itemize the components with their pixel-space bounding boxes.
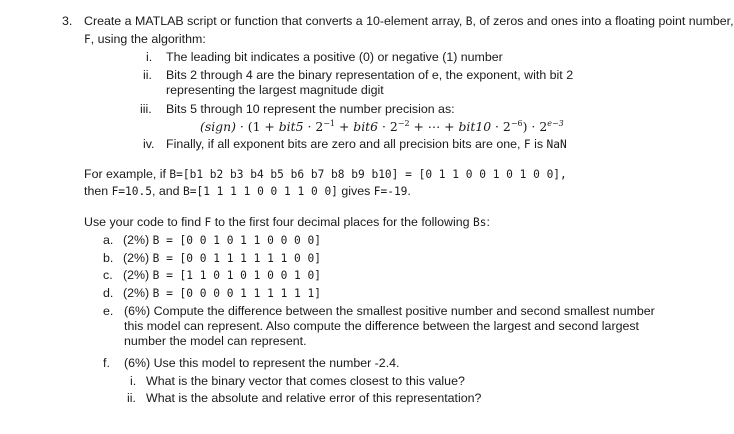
formula-sign: (sign) <box>200 119 236 134</box>
formula-dot5: · <box>531 119 536 134</box>
formula-bit6: bit6 <box>353 119 379 134</box>
formula-expe: e−3 <box>547 119 564 128</box>
item-f-text: (6%) Use this model to represent the number -2.4. <box>124 356 400 370</box>
algo-label-ii: ii. <box>143 68 152 82</box>
task-code-bs: Bs <box>473 216 487 229</box>
formula-exp1: −1 <box>323 119 336 128</box>
algo-label-iv: iv. <box>143 137 155 151</box>
algo-iv-code-nan: NaN <box>546 138 567 151</box>
list-item <box>103 286 321 301</box>
item-pts: (2%) <box>123 268 153 282</box>
algo-text-iv <box>166 137 567 152</box>
item-pts: (2%) <box>123 286 153 300</box>
intro-text-3: , using the algorithm: <box>90 32 206 46</box>
intro-line-2 <box>84 32 206 47</box>
item-f-sub-text-ii: What is the absolute and relative error of this representation? <box>146 391 482 405</box>
formula-exp6: −6 <box>510 119 523 128</box>
formula-ellipsis: + ⋯ + <box>409 119 459 134</box>
item-label: a. <box>103 233 114 247</box>
item-pts: (2%) <box>123 233 153 247</box>
task-line <box>84 215 490 230</box>
problem-intro <box>84 14 734 29</box>
item-code: B = [0 0 0 0 1 1 1 1 1 1] <box>152 287 321 300</box>
intro-var-b: B <box>465 15 473 28</box>
algo-iv-code-f: F <box>523 138 531 151</box>
list-item <box>103 268 321 283</box>
item-code: B = [1 1 0 1 0 1 0 0 1 0] <box>152 269 321 282</box>
algo-iv-text-b: is <box>530 137 547 151</box>
example-lead: For example, if <box>84 167 170 181</box>
formula-dot4: · 2 <box>491 119 511 134</box>
item-e-label: e. <box>103 304 114 318</box>
algo-text-iii: Bits 5 through 10 represent the number precision as: <box>166 102 455 116</box>
algo-iv-text-a: Finally, if all exponent bits are zero and all precision bits are one, <box>166 137 524 151</box>
problem-number: 3. <box>62 14 73 28</box>
precision-formula <box>200 119 564 134</box>
example-gives: gives <box>337 184 374 198</box>
item-code: B = [0 0 1 0 1 1 0 0 0 0] <box>152 234 321 247</box>
item-pts: (2%) <box>123 251 153 265</box>
intro-text-2: , of zeros and ones into a floating point number, <box>472 14 734 28</box>
algo-label-iii: iii. <box>140 102 152 116</box>
formula-two: 2 <box>539 119 548 134</box>
item-label: b. <box>103 251 114 265</box>
task-code-f: F <box>204 216 212 229</box>
formula-dot: · <box>239 119 244 134</box>
item-f-sub-label-ii: ii. <box>127 391 136 405</box>
example-line-1 <box>84 167 567 182</box>
formula-dot2: · 2 <box>303 119 324 134</box>
item-f-sub-label-i: i. <box>130 374 137 388</box>
formula-open: (1 + <box>247 119 279 134</box>
list-item <box>103 251 321 266</box>
intro-var-f: F <box>84 33 91 46</box>
example-period: . <box>407 184 411 198</box>
intro-text-1: Create a MATLAB script or function that converts a 10-element array, <box>84 14 466 28</box>
example-and: , and <box>151 184 183 198</box>
formula-close: ) <box>522 119 528 134</box>
formula-dot3: · 2 <box>378 119 398 134</box>
algo-text-i: The leading bit indicates a positive (0) or negative (1) number <box>166 50 503 64</box>
example-then: then <box>84 184 112 198</box>
example-code-4: F=-19 <box>373 185 408 198</box>
formula-exp2: −2 <box>397 119 410 128</box>
item-f-sub-text-i: What is the binary vector that comes closest to this value? <box>146 374 465 388</box>
formula-bit5: bit5 <box>278 119 304 134</box>
formula-plus: + <box>335 119 354 134</box>
formula-bit10: bit10 <box>458 119 492 134</box>
task-lead: Use your code to find <box>84 215 205 229</box>
task-colon: : <box>486 215 490 229</box>
item-label: d. <box>103 286 114 300</box>
item-label: c. <box>103 268 113 282</box>
example-code-3: B=[1 1 1 1 0 0 1 1 0 0] <box>183 185 338 198</box>
list-item <box>103 233 321 248</box>
example-code-2: F=10.5 <box>111 185 152 198</box>
algo-text-ii: Bits 2 through 4 are the binary representation of e, the exponent, with bit 2 representing the largest magnitude digit <box>166 68 574 97</box>
algo-label-i: i. <box>146 50 153 64</box>
example-code-1: B=[b1 b2 b3 b4 b5 b6 b7 b8 b9 b10] = [0 1 1 0 0 1 0 1 0 0], <box>169 168 567 181</box>
item-code: B = [0 0 1 1 1 1 1 1 0 0] <box>152 252 321 265</box>
item-e-text: (6%) Compute the difference between the smallest positive number and second smallest number this model can represent. Also compute the difference between the largest and second largest number the model can represent. <box>124 304 655 348</box>
task-rest: to the first four decimal places for the following <box>211 215 473 229</box>
item-f-label: f. <box>103 356 110 370</box>
example-line-2 <box>84 184 411 199</box>
